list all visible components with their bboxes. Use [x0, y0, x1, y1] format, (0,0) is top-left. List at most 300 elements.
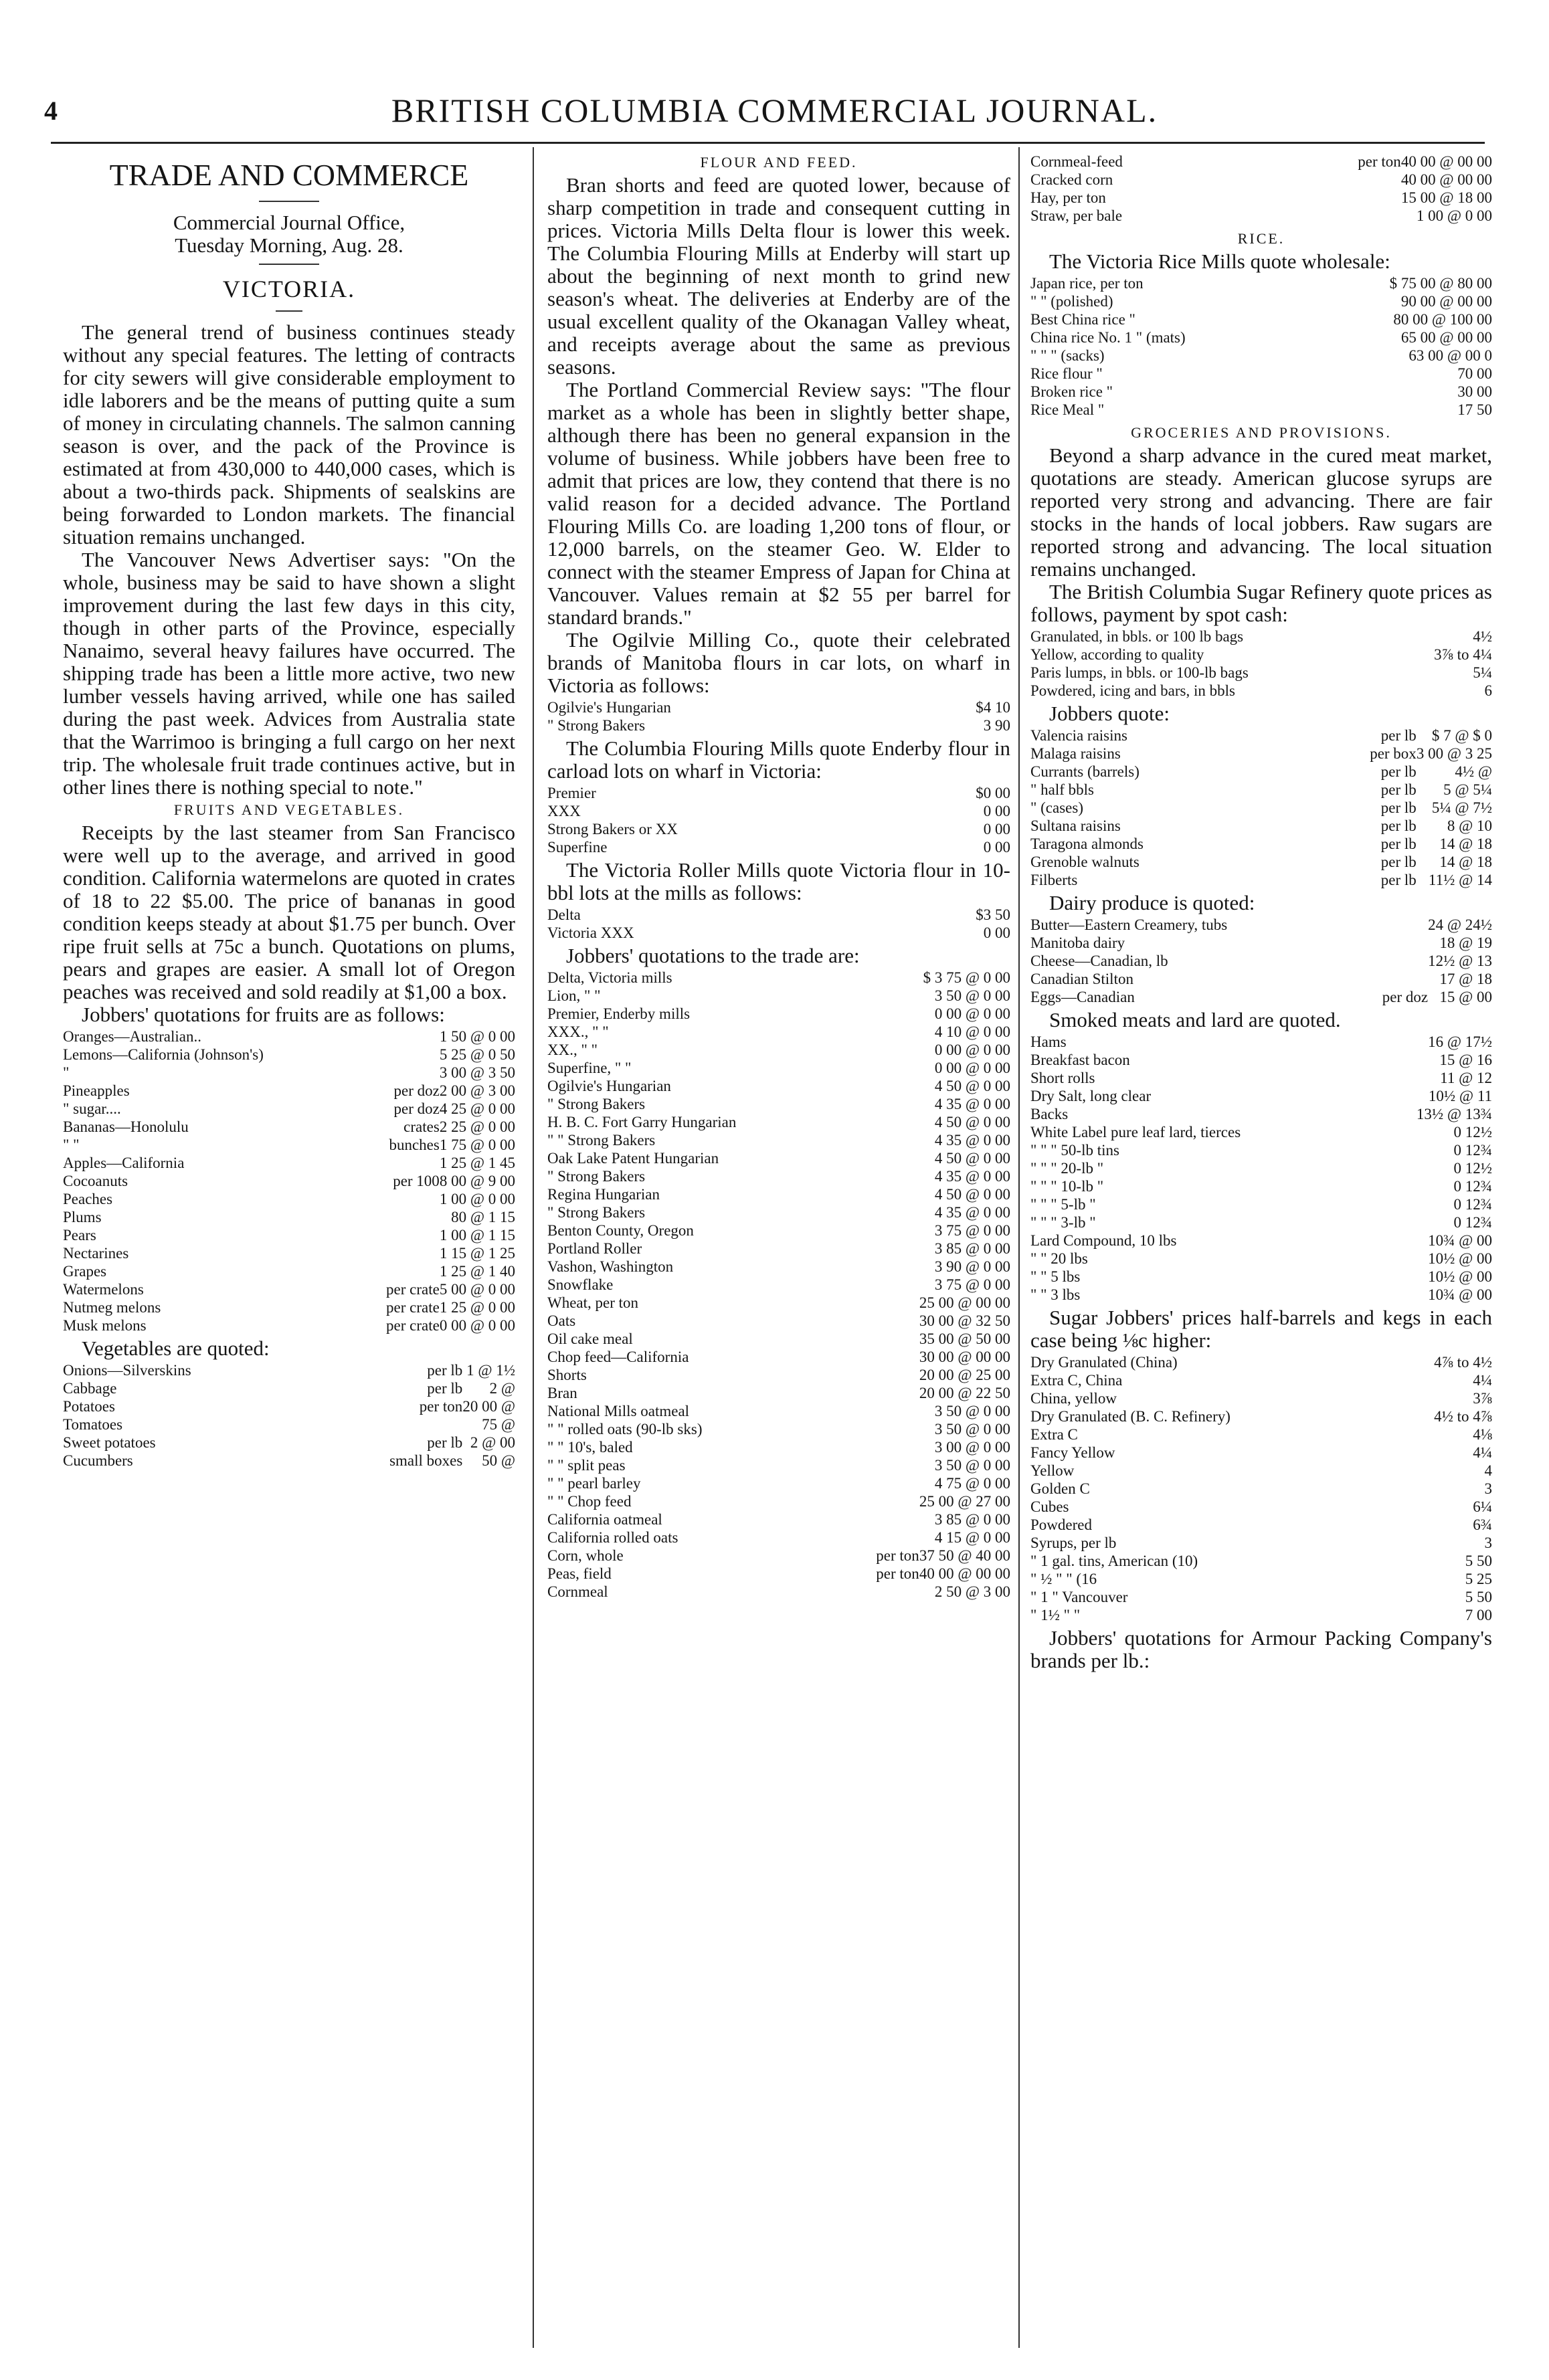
- price-row: [1030, 1033, 1492, 1051]
- paragraph: Beyond a sharp advance in the cured meat market, quotations are steady. American glucose syrups are reported very strong and advancing. There are fair stocks in the hands of local jobbers. Raw sugars are reported strong and advancing. The local situation remains unchanged.: [1030, 443, 1492, 581]
- dried-fruit-price-table: [1030, 726, 1492, 889]
- price-row: [63, 1433, 515, 1452]
- price-row: [1030, 1462, 1492, 1480]
- price-row: [547, 1402, 1010, 1420]
- unit: per doz: [393, 1082, 440, 1099]
- price: 40 00 @ 00 00: [1400, 171, 1492, 188]
- price: 25 00 @ 00 00: [919, 1294, 1010, 1311]
- item-name: Snowflake: [547, 1276, 614, 1293]
- victoria-heading: VICTORIA.: [222, 276, 356, 302]
- item-name: Corn, whole: [547, 1547, 624, 1564]
- price: 3 50 @ 0 00: [934, 1421, 1010, 1437]
- price-row: [1030, 646, 1492, 664]
- item-name: Lemons—California (Johnson's): [63, 1046, 264, 1063]
- unit: [850, 1528, 919, 1547]
- price-row: [1030, 292, 1492, 310]
- unit: [361, 1046, 440, 1064]
- unit: [850, 1330, 919, 1348]
- price: 37 50 @ 40 00: [919, 1547, 1010, 1564]
- price: 11½ @ 14: [1428, 872, 1492, 888]
- price: 1 @ 1½: [466, 1362, 515, 1379]
- price-row: [63, 1172, 515, 1190]
- price-row: [63, 1244, 515, 1262]
- unit: per lb: [1380, 872, 1417, 888]
- column-rule-2: [1018, 147, 1020, 2348]
- item-name: Vashon, Washington: [547, 1258, 674, 1275]
- price-row: [1030, 1498, 1492, 1516]
- rice-heading: RICE.: [1237, 230, 1285, 247]
- price-row: [1030, 383, 1492, 401]
- item-name: " 1 gal. tins, American (10): [1030, 1553, 1198, 1569]
- item-name: Canadian Stilton: [1030, 971, 1133, 987]
- price-row: [1030, 328, 1492, 346]
- unit: per doz: [393, 1100, 440, 1117]
- item-name: California rolled oats: [547, 1529, 678, 1546]
- item-name: Dry Salt, long clear: [1030, 1088, 1152, 1104]
- item-name: White Label pure leaf lard, tierces: [1030, 1124, 1241, 1141]
- item-name: " " 5 lbs: [1030, 1268, 1081, 1285]
- price-row: [63, 1379, 515, 1397]
- item-name: " ½ " " (16: [1030, 1571, 1097, 1587]
- price-row: [1030, 1051, 1492, 1069]
- price: 0 00 @ 0 00: [439, 1317, 515, 1334]
- price-row: [1030, 1268, 1492, 1286]
- item-name: Ogilvie's Hungarian: [547, 1078, 671, 1094]
- unit: per ton: [419, 1398, 463, 1415]
- item-name: Cabbage: [63, 1380, 117, 1397]
- price: 0 12¾: [1453, 1196, 1492, 1213]
- unit: [850, 1113, 919, 1131]
- paragraph: Jobbers' quotations for fruits are as follows:: [82, 1003, 445, 1026]
- unit: [850, 1059, 919, 1077]
- price-row: [547, 1547, 1010, 1565]
- price: 6: [1484, 682, 1492, 699]
- item-name: Dry Granulated (China): [1030, 1354, 1178, 1371]
- unit: [1283, 171, 1400, 189]
- price-row: [547, 1005, 1010, 1023]
- price-row: [63, 1136, 515, 1154]
- unit: [361, 1064, 440, 1082]
- item-name: " " 10's, baled: [547, 1439, 633, 1456]
- item-name: Tomatoes: [63, 1416, 123, 1433]
- price: 30 00: [1457, 383, 1492, 400]
- price-row: [547, 820, 1010, 838]
- price-row: [547, 1384, 1010, 1402]
- unit: per 100: [393, 1173, 440, 1189]
- price: 4 10 @ 0 00: [934, 1023, 1010, 1040]
- item-name: " sugar....: [63, 1100, 121, 1117]
- item-name: Benton County, Oregon: [547, 1222, 694, 1239]
- price-row: [63, 1154, 515, 1172]
- unit: [361, 1208, 440, 1226]
- item-name: Nutmeg melons: [63, 1299, 161, 1316]
- unit: per lb: [427, 1380, 463, 1397]
- price: 2 @ 00: [470, 1434, 515, 1451]
- unit: [850, 1095, 919, 1113]
- price-row: [547, 1258, 1010, 1276]
- price-row: [1030, 1105, 1492, 1123]
- price: 18 @ 19: [1439, 934, 1492, 951]
- price: 10½ @ 11: [1428, 1088, 1492, 1104]
- price: 3 85 @ 0 00: [934, 1240, 1010, 1257]
- price: 4 35 @ 0 00: [934, 1096, 1010, 1112]
- price-row: [547, 924, 1010, 942]
- price: 4½: [1473, 628, 1492, 645]
- unit: per ton: [876, 1547, 919, 1564]
- unit: [850, 969, 919, 987]
- unit: [850, 1420, 919, 1438]
- item-name: " " " 10-lb ": [1030, 1178, 1104, 1195]
- price: 5¼ @ 7½: [1431, 799, 1492, 816]
- item-name: Watermelons: [63, 1281, 144, 1298]
- item-name: Straw, per bale: [1030, 207, 1123, 224]
- journal-title: BRITISH COLUMBIA COMMERCIAL JOURNAL.: [391, 92, 1158, 129]
- price-row: [547, 1312, 1010, 1330]
- sugar-price-table: [1030, 627, 1492, 700]
- item-name: Best China rice ": [1030, 311, 1135, 328]
- unit: [850, 1041, 919, 1059]
- price: $0 00: [976, 785, 1010, 801]
- price: 4 50 @ 0 00: [934, 1150, 1010, 1167]
- item-name: " Strong Bakers: [547, 1204, 646, 1221]
- price-row: [1030, 1371, 1492, 1389]
- unit: [850, 1312, 919, 1330]
- price: 14 @ 18: [1439, 854, 1492, 870]
- item-name: " " rolled oats (90-lb sks): [547, 1421, 703, 1437]
- price-row: [63, 1415, 515, 1433]
- item-name: Rice flour ": [1030, 365, 1103, 382]
- veg-heading: Vegetables are quoted:: [82, 1336, 270, 1360]
- item-name: Eggs—Canadian: [1030, 989, 1135, 1005]
- price-row: [1030, 1286, 1492, 1304]
- price-row: [1030, 189, 1492, 207]
- price-row: [1030, 781, 1492, 799]
- unit: per lb: [1380, 854, 1417, 870]
- feed-price-table: [1030, 153, 1492, 225]
- price-row: [1030, 1353, 1492, 1371]
- item-name: Japan rice, per ton: [1030, 275, 1144, 292]
- price: 3 00 @ 3 50: [439, 1064, 515, 1081]
- price: 13½ @ 13¾: [1416, 1106, 1492, 1122]
- price: 0 00 @ 0 00: [934, 1060, 1010, 1076]
- item-name: Hams: [1030, 1033, 1067, 1050]
- item-name: Grenoble walnuts: [1030, 854, 1140, 870]
- price: 0 12¾: [1453, 1178, 1492, 1195]
- item-name: Ogilvie's Hungarian: [547, 699, 671, 716]
- price: 20 00 @ 22 50: [919, 1385, 1010, 1401]
- divider: [259, 201, 319, 202]
- item-name: ": [63, 1064, 70, 1081]
- price-row: [547, 1565, 1010, 1583]
- price: 80 @ 1 15: [451, 1209, 515, 1225]
- price-row: [547, 1456, 1010, 1474]
- price-row: [63, 1452, 515, 1470]
- column-1: [63, 151, 515, 1472]
- item-name: Portland Roller: [547, 1240, 642, 1257]
- item-name: Chop feed—California: [547, 1349, 689, 1365]
- unit: [850, 1294, 919, 1312]
- price-row: [547, 784, 1010, 802]
- price: 3 75 @ 0 00: [934, 1222, 1010, 1239]
- price-row: [1030, 627, 1492, 646]
- price: 12½ @ 13: [1428, 953, 1492, 969]
- unit: [850, 1456, 919, 1474]
- price: 4 50 @ 0 00: [934, 1114, 1010, 1130]
- item-name: " " pearl barley: [547, 1475, 641, 1492]
- item-name: Extra C: [1030, 1426, 1078, 1443]
- unit: per lb: [1380, 817, 1417, 834]
- item-name: " " " 20-lb ": [1030, 1160, 1104, 1177]
- unit: per crate: [386, 1317, 440, 1334]
- price: 4 25 @ 0 00: [439, 1100, 515, 1117]
- price-row: [1030, 171, 1492, 189]
- unit: per crate: [386, 1281, 440, 1298]
- price-row: [547, 1185, 1010, 1203]
- price: 4½ @: [1455, 763, 1492, 780]
- dairy-price-table: [1030, 916, 1492, 1006]
- price-row: [1030, 1444, 1492, 1462]
- flour-heading: FLOUR AND FEED.: [700, 154, 858, 171]
- unit: [850, 1276, 919, 1294]
- item-name: XXX: [547, 803, 581, 819]
- unit: [850, 1384, 919, 1402]
- price: 4 35 @ 0 00: [934, 1168, 1010, 1185]
- price-row: [547, 1348, 1010, 1366]
- price: 5¼: [1473, 664, 1492, 681]
- price-row: [63, 1298, 515, 1316]
- section-heading: TRADE AND COMMERCE: [109, 158, 469, 192]
- price-row: [1030, 1389, 1492, 1407]
- price: 1 25 @ 1 40: [439, 1263, 515, 1280]
- item-name: Hay, per ton: [1030, 189, 1106, 206]
- price-row: [1030, 1231, 1492, 1250]
- price-row: [63, 1082, 515, 1100]
- price-row: [547, 969, 1010, 987]
- divider: [259, 264, 319, 265]
- paragraph: Jobbers' quotations to the trade are:: [566, 944, 860, 967]
- price-row: [547, 1113, 1010, 1131]
- price-row: [1030, 1425, 1492, 1444]
- item-name: Cheese—Canadian, lb: [1030, 953, 1168, 969]
- unit: [850, 1221, 919, 1239]
- price-row: [1030, 1480, 1492, 1498]
- unit: [850, 1239, 919, 1258]
- price: 0 00: [983, 924, 1010, 941]
- price: 3 50 @ 0 00: [934, 1457, 1010, 1474]
- price-row: [547, 1077, 1010, 1095]
- price-row: [1030, 310, 1492, 328]
- price: 4 35 @ 0 00: [934, 1132, 1010, 1149]
- price: 0 00 @ 0 00: [934, 1005, 1010, 1022]
- item-name: Taragona almonds: [1030, 835, 1144, 852]
- unit: [850, 1438, 919, 1456]
- column-3: [1030, 151, 1492, 1672]
- jobbers-price-table: [547, 969, 1010, 1601]
- price: 1 25 @ 0 00: [439, 1299, 515, 1316]
- item-name: Lard Compound, 10 lbs: [1030, 1232, 1177, 1249]
- price: 24 @ 24½: [1428, 916, 1492, 933]
- price: 1 25 @ 1 45: [439, 1155, 515, 1171]
- price: 90 00 @ 00 00: [1400, 293, 1492, 310]
- price-row: [547, 1131, 1010, 1149]
- price: $ 3 75 @ 0 00: [923, 969, 1010, 986]
- price-row: [547, 1510, 1010, 1528]
- price: $ 7 @ $ 0: [1431, 727, 1492, 744]
- item-name: Superfine, " ": [547, 1060, 632, 1076]
- price: 35 00 @ 50 00: [919, 1330, 1010, 1347]
- price-row: [547, 1041, 1010, 1059]
- unit: [850, 987, 919, 1005]
- price: 2 50 @ 3 00: [934, 1583, 1010, 1600]
- item-name: Malaga raisins: [1030, 745, 1121, 762]
- price: 5 50: [1465, 1553, 1492, 1569]
- paragraph: The Vancouver News Advertiser says: "On the whole, business may be said to have shown a slight improvement during the last few days in this city, though in other parts of the Province, especially Nanaimo, several heavy failures have occurred. The shipping trade has been a little more active, two new lumber vessels having arrived, while one has sailed during the past week. Advices from Australia state that the Warrimoo is bringing a full cargo on her next trip. The wholesale fruit trade continues active, but in other lines there is nothing special to note.": [63, 548, 515, 799]
- unit: [1353, 952, 1428, 970]
- price: 0 00: [983, 821, 1010, 837]
- item-name: Dry Granulated (B. C. Refinery): [1030, 1408, 1231, 1425]
- price-row: [1030, 835, 1492, 853]
- price: 4⅛: [1473, 1426, 1492, 1443]
- price: 63 00 @ 00 0: [1408, 347, 1492, 364]
- price: 2 25 @ 0 00: [439, 1118, 515, 1135]
- unit: [850, 1402, 919, 1420]
- columbia-price-table: [547, 784, 1010, 856]
- price-row: [63, 1100, 515, 1118]
- item-name: Valencia raisins: [1030, 727, 1127, 744]
- item-name: " " split peas: [547, 1457, 626, 1474]
- price: 6¼: [1473, 1498, 1492, 1515]
- unit: per doz: [1382, 989, 1429, 1005]
- divider: [276, 310, 302, 312]
- price: 30 00 @ 32 50: [919, 1312, 1010, 1329]
- header-rule: [51, 142, 1485, 144]
- price: 3 00 @ 0 00: [934, 1439, 1010, 1456]
- price-row: [1030, 726, 1492, 745]
- item-name: " " " 5-lb ": [1030, 1196, 1096, 1213]
- price-row: [1030, 934, 1492, 952]
- price: 40 00 @ 00 00: [919, 1565, 1010, 1582]
- price-row: [1030, 1177, 1492, 1195]
- unit: [361, 1027, 440, 1046]
- unit: [850, 1167, 919, 1185]
- page-number: 4: [44, 96, 58, 126]
- item-name: " " (polished): [1030, 293, 1113, 310]
- price: 30 00 @ 00 00: [919, 1349, 1010, 1365]
- price-row: [1030, 871, 1492, 889]
- price: 1 75 @ 0 00: [439, 1136, 515, 1153]
- price: 4 75 @ 0 00: [934, 1475, 1010, 1492]
- price: 1 00 @ 1 15: [439, 1227, 515, 1244]
- price: 3 85 @ 0 00: [934, 1511, 1010, 1528]
- meats-price-table: [1030, 1033, 1492, 1304]
- item-name: China rice No. 1 " (mats): [1030, 329, 1186, 346]
- price: 1 00 @ 0 00: [439, 1191, 515, 1207]
- unit: [850, 1492, 919, 1510]
- price-row: [1030, 916, 1492, 934]
- item-name: Superfine: [547, 839, 608, 856]
- paragraph: Sugar Jobbers' prices half-barrels and kegs in each case being ⅛c higher:: [1030, 1306, 1492, 1352]
- unit: per lb: [1380, 781, 1417, 798]
- item-name: Paris lumps, in bbls. or 100-lb bags: [1030, 664, 1249, 681]
- price: 15 00 @ 18 00: [1400, 189, 1492, 206]
- item-name: China, yellow: [1030, 1390, 1117, 1407]
- item-name: Powdered: [1030, 1516, 1092, 1533]
- item-name: " " " 3-lb ": [1030, 1214, 1096, 1231]
- paragraph: The British Columbia Sugar Refinery quote prices as follows, payment by spot cash:: [1030, 580, 1492, 626]
- fruits-heading: FRUITS AND VEGETABLES.: [173, 801, 405, 818]
- price: $4 10: [976, 699, 1010, 716]
- item-name: Short rolls: [1030, 1070, 1095, 1086]
- paragraph: Jobbers' quotations for Armour Packing Company's brands per lb.:: [1030, 1626, 1492, 1672]
- item-name: Syrups, per lb: [1030, 1534, 1117, 1551]
- price: 4½ to 4⅞: [1434, 1408, 1492, 1425]
- item-name: Currants (barrels): [1030, 763, 1140, 780]
- item-name: XXX., " ": [547, 1023, 609, 1040]
- price: 4 35 @ 0 00: [934, 1204, 1010, 1221]
- paragraph: Receipts by the last steamer from San Francisco were well up to the average, and arrived in good condition. California watermelons are quoted in crates of 18 to 22 $5.00. The price of bananas in good condition keeps steady at about $1.75 per bunch. Over ripe fruit sells at 75c a bunch. Quotations on plums, pears and grapes are easier. A small lot of Oregon peaches was received and sold readily at $1,00 a box.: [63, 821, 515, 1003]
- price: 3 50 @ 0 00: [934, 1403, 1010, 1419]
- price-row: [63, 1316, 515, 1334]
- price-row: [1030, 799, 1492, 817]
- item-name: Backs: [1030, 1106, 1069, 1122]
- unit: small boxes: [389, 1452, 463, 1469]
- item-name: Broken rice ": [1030, 383, 1113, 400]
- price-row: [1030, 1087, 1492, 1105]
- price: 2 @: [489, 1380, 515, 1397]
- price-row: [1030, 365, 1492, 383]
- price-row: [1030, 1606, 1492, 1624]
- price: 5 25: [1465, 1571, 1492, 1587]
- price-row: [1030, 853, 1492, 871]
- price: 4¼: [1473, 1444, 1492, 1461]
- paragraph: The general trend of business continues steady without any special features. The letting of contracts for city sewers will give considerable employment to idle laborers and be the means of putting quite a sum of money in circulating channels. The salmon canning season is over, and the pack of the Province is estimated at from 430,000 to 440,000 cases, which is about a two-thirds pack. Shipments of sealskins are being forwarded to London markets. The financial situation remains unchanged.: [63, 320, 515, 549]
- unit: [850, 1023, 919, 1041]
- unit: per crate: [386, 1299, 440, 1316]
- item-name: Regina Hungarian: [547, 1186, 660, 1203]
- item-name: Premier: [547, 785, 596, 801]
- item-name: Breakfast bacon: [1030, 1052, 1130, 1068]
- price-row: [547, 1276, 1010, 1294]
- unit: [850, 1131, 919, 1149]
- item-name: Cubes: [1030, 1498, 1069, 1515]
- unit: [850, 1583, 919, 1601]
- price: 75 @: [482, 1416, 515, 1433]
- price: 20 00 @ 25 00: [919, 1367, 1010, 1383]
- item-name: Peaches: [63, 1191, 113, 1207]
- item-name: Sweet potatoes: [63, 1434, 156, 1451]
- item-name: Granulated, in bbls. or 100 lb bags: [1030, 628, 1244, 645]
- price-row: [63, 1190, 515, 1208]
- item-name: " " Chop feed: [547, 1493, 632, 1510]
- price: 5 00 @ 0 00: [439, 1281, 515, 1298]
- price: 11 @ 12: [1440, 1070, 1492, 1086]
- price-row: [547, 1438, 1010, 1456]
- unit: [850, 1258, 919, 1276]
- price-row: [1030, 745, 1492, 763]
- price: 3 90: [983, 717, 1010, 734]
- item-name: H. B. C. Fort Garry Hungarian: [547, 1114, 737, 1130]
- price: 3 00 @ 3 25: [1416, 745, 1492, 762]
- item-name: Cracked corn: [1030, 171, 1113, 188]
- unit: [850, 1510, 919, 1528]
- price-row: [1030, 988, 1492, 1006]
- price-row: [63, 1361, 515, 1379]
- price: 17 50: [1457, 401, 1492, 418]
- price-row: [547, 1023, 1010, 1041]
- price-row: [547, 1330, 1010, 1348]
- unit: [850, 1185, 919, 1203]
- price: 15 @ 00: [1439, 989, 1492, 1005]
